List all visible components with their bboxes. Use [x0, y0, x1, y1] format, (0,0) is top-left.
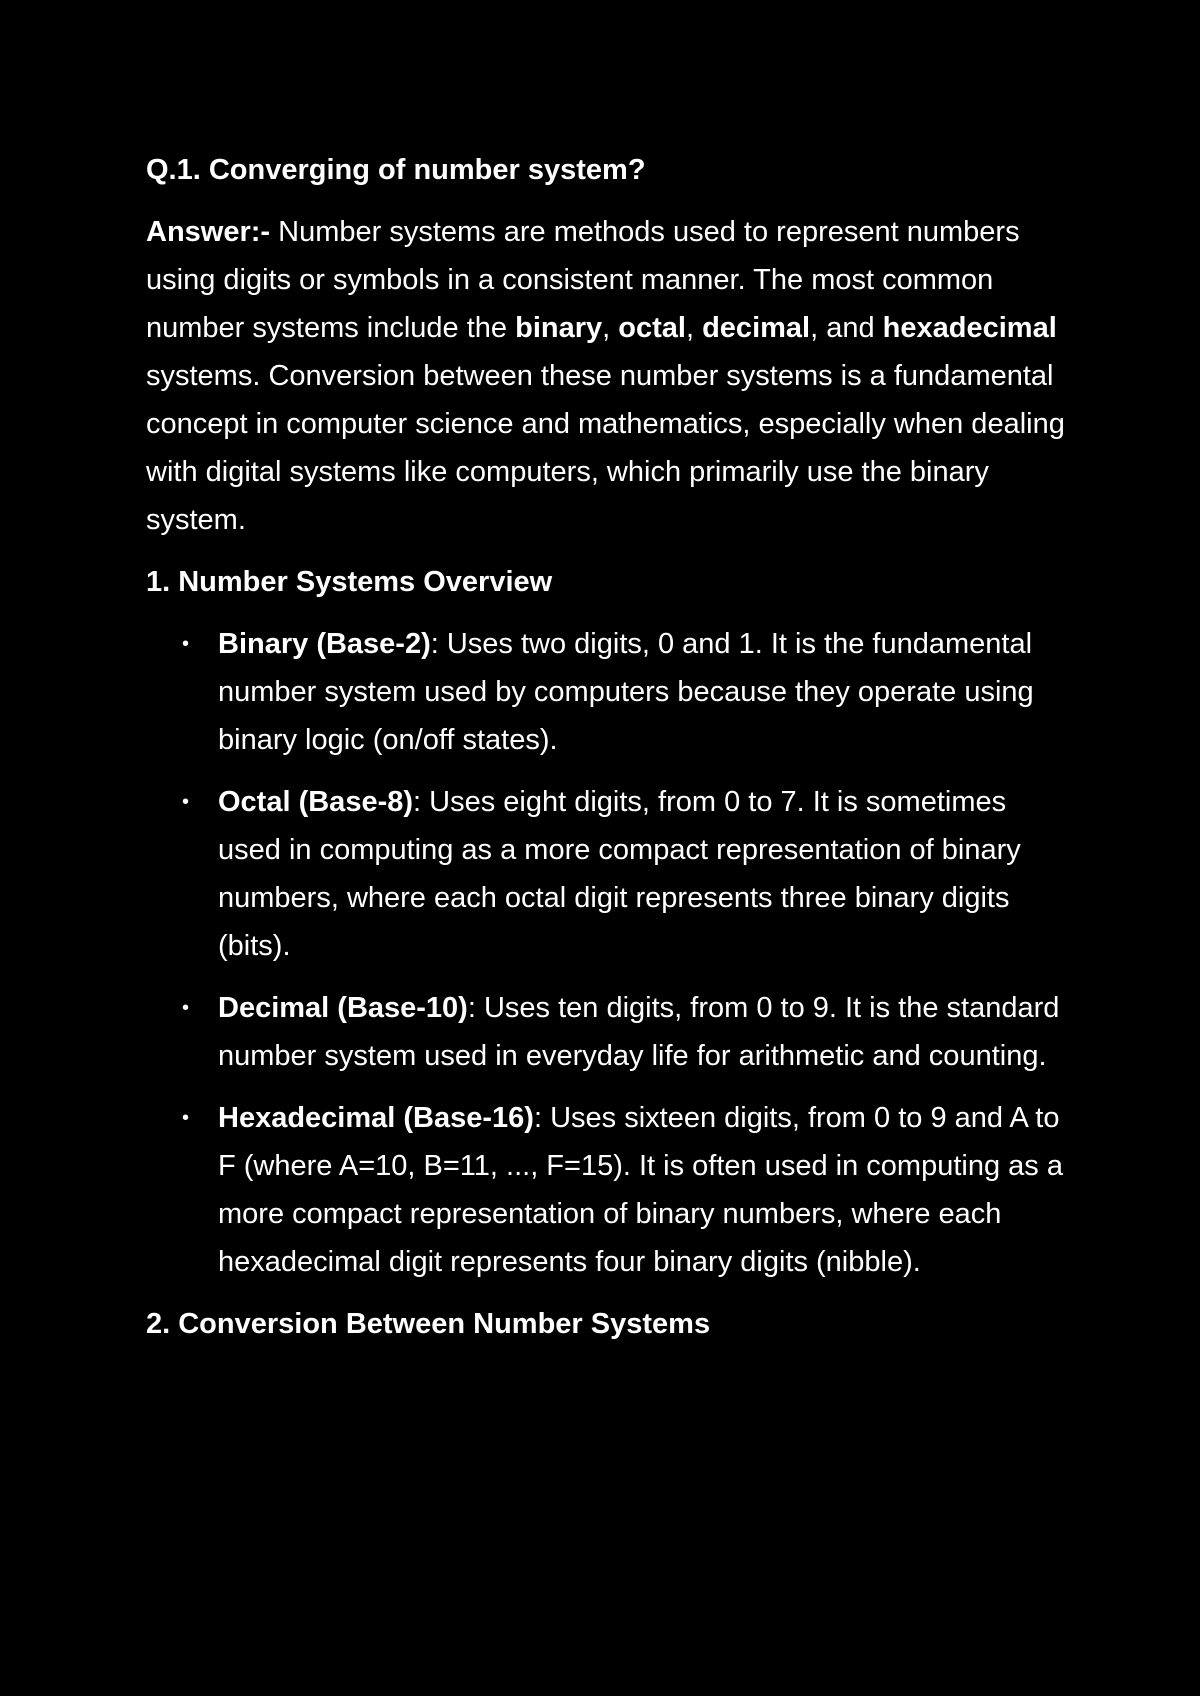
document-page	[146, 146, 1066, 1362]
list-item-octal	[146, 778, 1066, 970]
list-item-text: : Uses sixteen digits, from 0 to 9 and A to F (where A=10, B=11, ..., F=15). It is often used in computing as a more compact representation of binary numbers, where each hexadecimal digit represents four binary digits (nibble).	[218, 1102, 1063, 1278]
list-item-hexadecimal	[146, 1094, 1066, 1286]
answer-text-1: Number systems are methods used to represent numbers using digits or symbols in a consistent manner. The most common number systems include the	[146, 216, 1020, 344]
answer-sep-2: ,	[685, 312, 703, 344]
answer-sep-3: , and	[810, 312, 883, 344]
bullet-icon: •	[182, 791, 190, 813]
list-item-term: Hexadecimal (Base-16)	[218, 1102, 534, 1134]
list-item-term: Decimal (Base-10)	[218, 992, 468, 1024]
section-heading-conversion: 2. Conversion Between Number Systems	[146, 1308, 711, 1340]
answer-label: Answer:-	[146, 216, 271, 248]
list-item-binary	[146, 620, 1066, 764]
answer-text-2: systems. Conversion between these number systems is a fundamental concept in computer science and mathematics, especially when dealing with digital systems like computers, which primarily use the binary system.	[146, 360, 1065, 536]
answer-paragraph	[146, 208, 1066, 544]
list-item-text: : Uses two digits, 0 and 1. It is the fundamental number system used by computers because they operate using binary logic (on/off states).	[218, 628, 1034, 756]
term-hexadecimal: hexadecimal	[882, 312, 1057, 344]
list-item-decimal	[146, 984, 1066, 1080]
question-title: Q.1. Converging of number system?	[146, 154, 646, 186]
section-heading-overview: 1. Number Systems Overview	[146, 566, 553, 598]
term-decimal: decimal	[702, 312, 811, 344]
list-item-text: : Uses eight digits, from 0 to 7. It is sometimes used in computing as a more compact representation of binary numbers, where each octal digit represents three binary digits (bits).	[218, 786, 1021, 962]
list-item-text: : Uses ten digits, from 0 to 9. It is the standard number system used in everyday life for arithmetic and counting.	[218, 992, 1060, 1072]
bullet-icon: •	[182, 633, 190, 655]
term-binary: binary	[515, 312, 603, 344]
term-octal: octal	[618, 312, 686, 344]
bullet-icon: •	[182, 997, 190, 1019]
answer-sep-1: ,	[602, 312, 619, 344]
list-item-term: Binary (Base-2)	[218, 628, 431, 660]
bullet-icon: •	[182, 1107, 190, 1129]
list-item-term: Octal (Base-8)	[218, 786, 414, 818]
number-systems-list	[146, 620, 1066, 1286]
